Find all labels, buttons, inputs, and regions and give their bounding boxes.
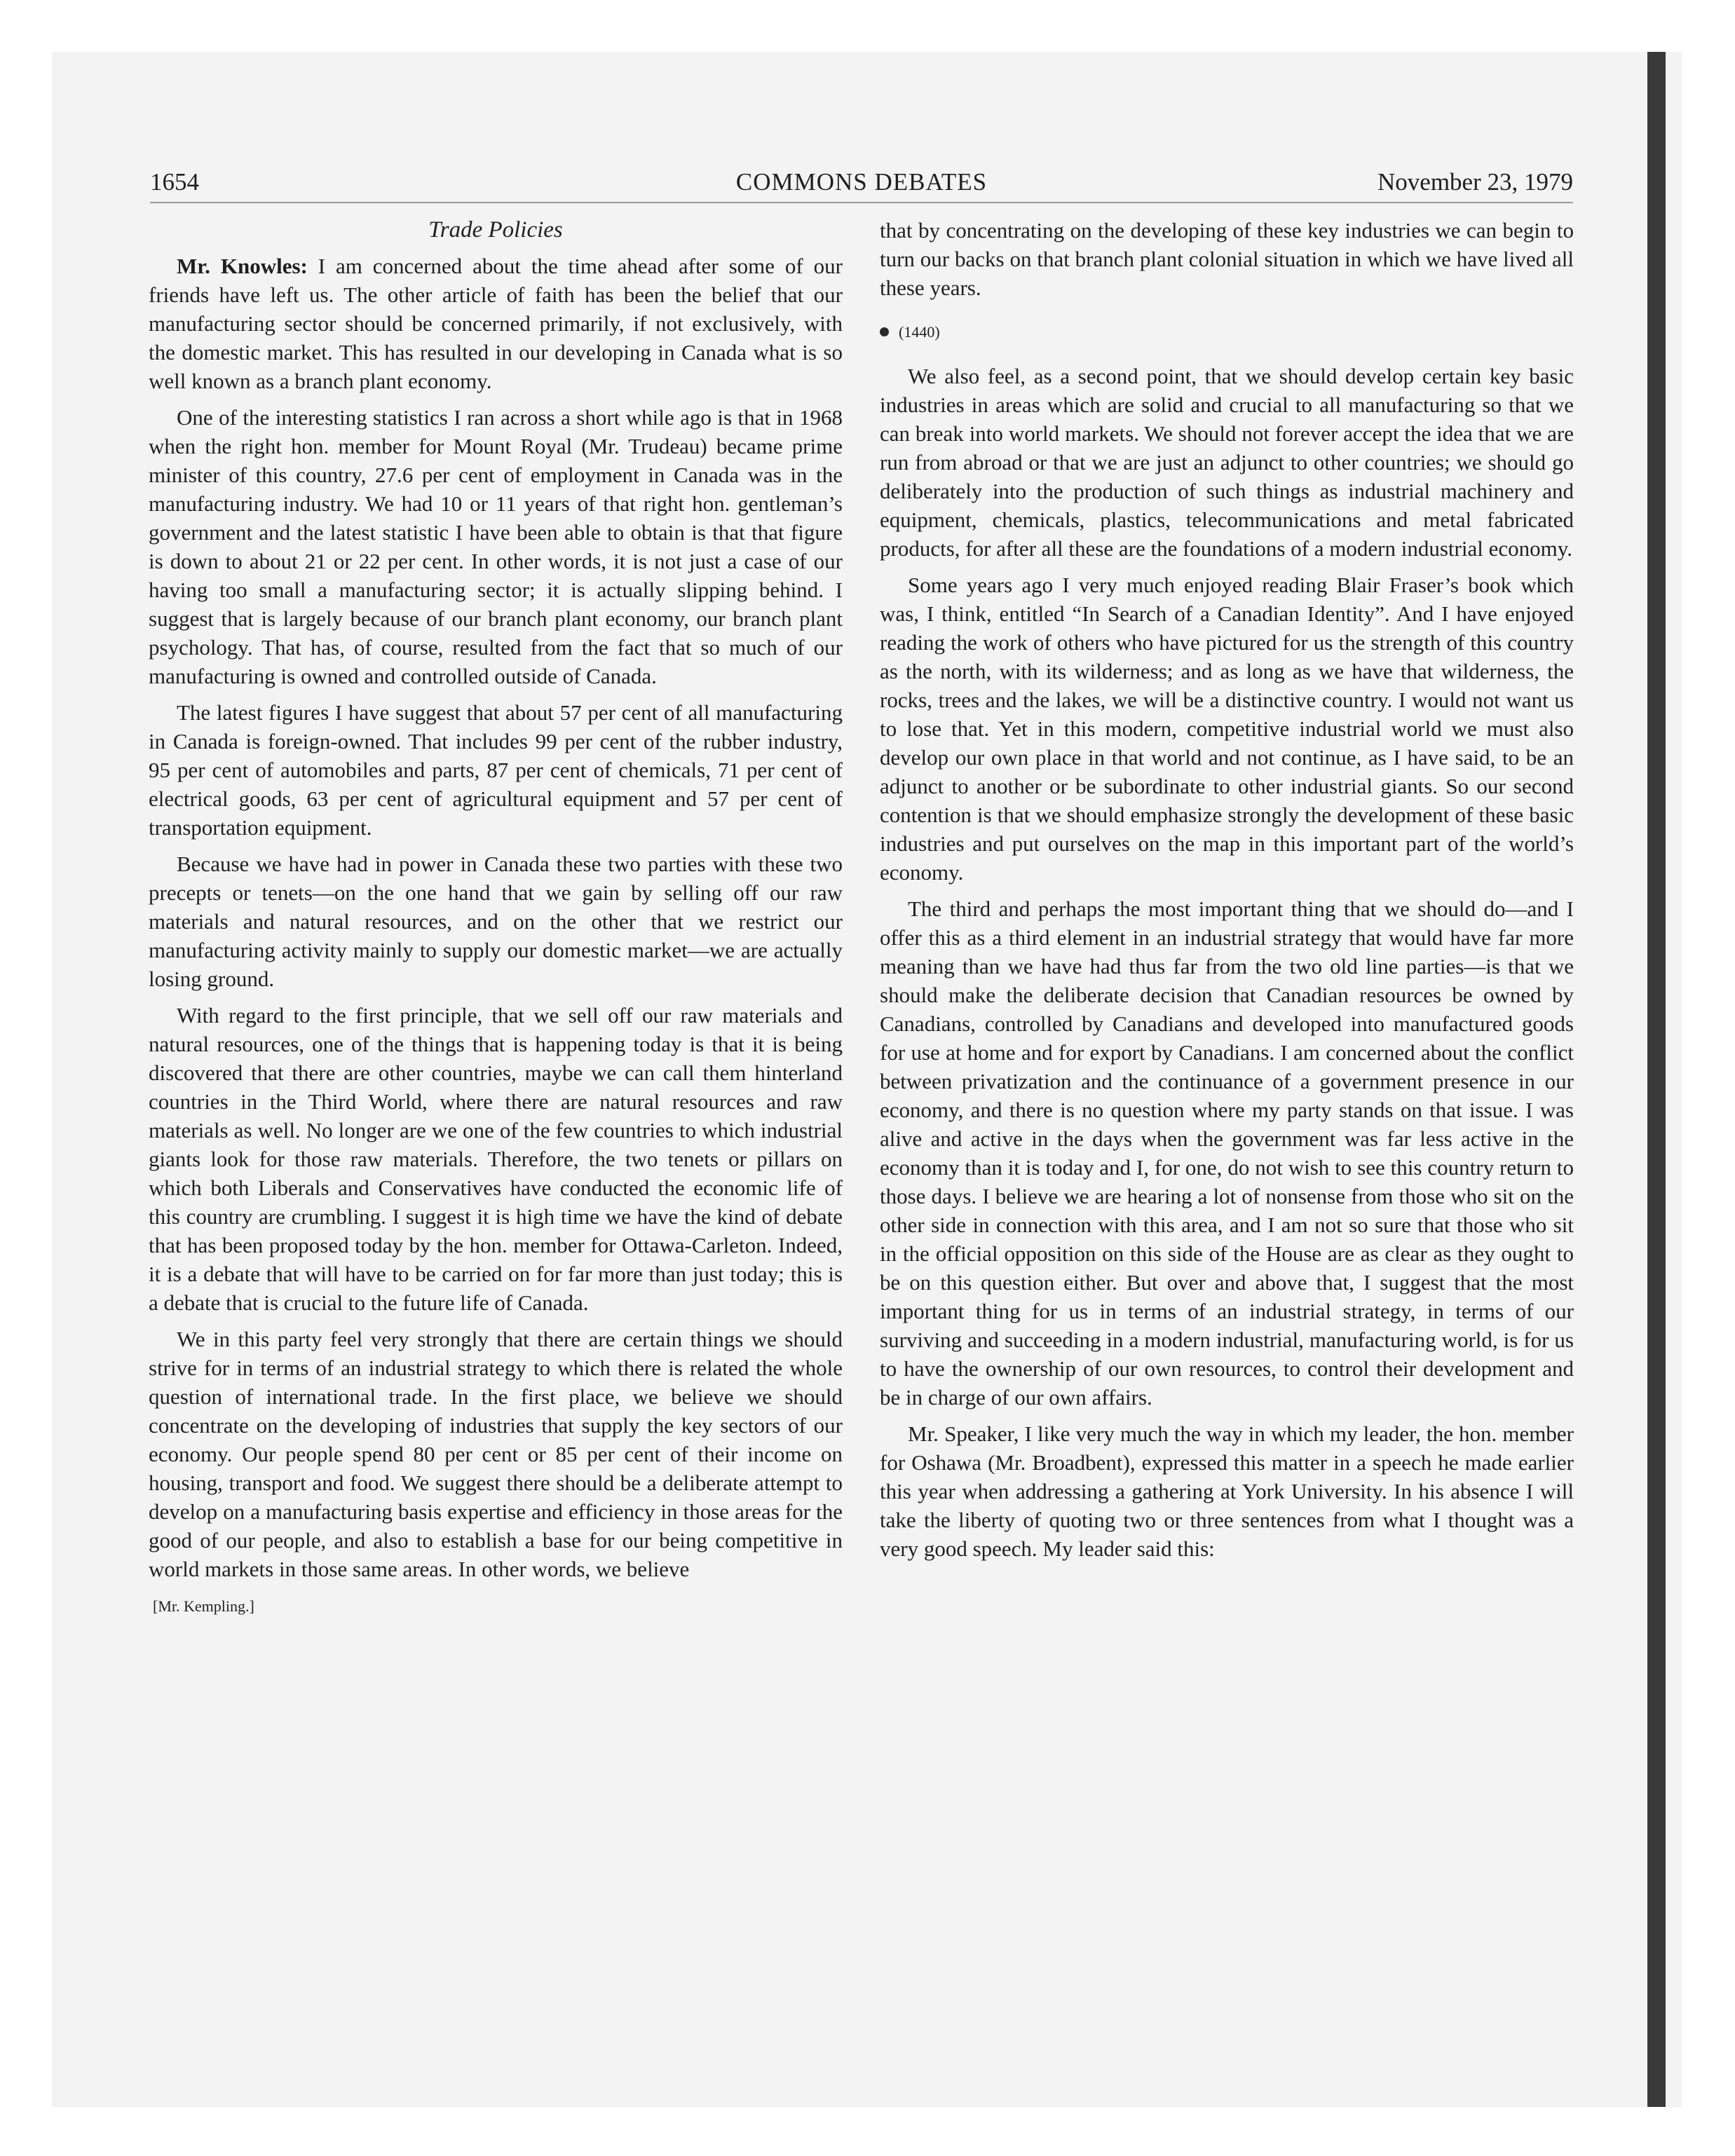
paragraph: We also feel, as a second point, that we should develop certain key basic industries in areas which are solid and crucial to all manufacturing so that we can break into world markets. We should not forever accept the idea that we are run from abroad or that we are just an adjunct to other countries; we should go deliberately into the production of such things as industrial machinery and equipment, chemicals, plastics, telecommunications and metal fabricated products, for after all these are the foundations of a modern industrial economy.	[880, 364, 1574, 561]
continued-paragraph: that by concentrating on the developing of these key industries we can begin to turn our backs on that branch plant colonial situation in which we have lived all these years.	[880, 218, 1574, 300]
paragraph: One of the interesting statistics I ran across a short while ago is that in 1968 when the right hon. member for Mount Royal (Mr. Trudeau) became prime minister of this country, 27.6 per cent of employment in Canada was in the manufacturing industry. We had 10 or 11 years of that right hon. gentleman’s government and the latest statistic I have been able to obtain is that that figure is down to about 21 or 22 per cent. In other words, it is not just a case of our having too small a manufacturing sector; it is actually slipping behind. I suggest that is largely because of our branch plant economy, our branch plant psychology. That has, of course, resulted from the fact that so much of our manufacturing is owned and controlled outside of Canada.	[149, 405, 843, 688]
paragraph	[149, 252, 843, 395]
paragraph-text: I am concerned about the time ahead after some of our friends have left us. The other article of faith has been the belief that our manufacturing sector should be concerned primarily, if not exclusively, with the domestic market. This has resulted in our developing in Canada what is so well known as a branch plant economy.	[149, 254, 843, 393]
paragraph: Because we have had in power in Canada these two parties with these two precepts or tenets—on the one hand that we gain by selling off our raw materials and natural resources, and on the other that we restrict our manufacturing activity mainly to supply our domestic market—we are actually losing ground.	[149, 852, 843, 991]
paragraph: We in this party feel very strongly that there are certain things we should strive for in terms of an industrial strategy to which there is related the whole question of international trade. In the first place, we believe we should concentrate on the developing of industries that supply the key sectors of our economy. Our people spend 80 per cent or 85 per cent of their income on housing, transport and food. We suggest there should be a deliberate attempt to develop on a manufacturing basis expertise and efficiency in those areas for the good of our people, and also to establish a base for our being competitive in world markets in those same areas. In other words, we believe	[149, 1327, 843, 1581]
bullet-icon	[880, 327, 889, 336]
interjection-note: [Mr. Kempling.]	[153, 1597, 254, 1615]
paragraph: Mr. Speaker, I like very much the way in which my leader, the hon. member for Oshawa (Mr. Broadbent), expressed this matter in a speech he made earlier this year when addressing a gathering at York University. In his absence I will take the liberty of quoting two or three sentences from what I thought was a very good speech. My leader said this:	[880, 1421, 1574, 1561]
section-subheading: Trade Policies	[428, 217, 563, 243]
time-marker	[880, 318, 1574, 346]
paragraph: Some years ago I very much enjoyed reading Blair Fraser’s book which was, I think, entitled “In Search of a Canadian Identity”. And I have enjoyed reading the work of others who have pictured for us the strength of this country as the north, with its wilderness; and as long as we have that wilderness, the rocks, trees and the lakes, we will be a distinctive country. I would not want us to lose that. Yet in this modern, competitive industrial world we must also develop our own place in that world and not continue, as I have said, to be an adjunct to another or be subordinate to other industrial giants. So our second contention is that we should emphasize strongly the development of these basic industries and put ourselves on the map in this important part of the world’s economy.	[880, 573, 1574, 885]
paragraph: With regard to the first principle, that we sell off our raw materials and natural resources, one of the things that is happening today is that it is being discovered that there are other countries, maybe we can call them hinterland countries in the Third World, where there are natural resources and raw materials as well. No longer are we one of the few countries to which industrial giants look for those raw materials. Therefore, the two tenets or pillars on which both Liberals and Conservatives have conducted the economic life of this country are crumbling. I suggest it is high time we have the kind of debate that has been proposed today by the hon. member for Ottawa-Carleton. Indeed, it is a debate that will have to be carried on for far more than just today; this is a debate that is crucial to the future life of Canada.	[149, 1003, 843, 1315]
paragraph: The latest figures I have suggest that about 57 per cent of all manufacturing in Canada is foreign-owned. That includes 99 per cent of the rubber industry, 95 per cent of automobiles and parts, 87 per cent of chemicals, 71 per cent of electrical goods, 63 per cent of agricultural equipment and 57 per cent of transportation equipment.	[149, 700, 843, 840]
publication-title: COMMONS DEBATES	[735, 168, 988, 196]
right-column	[880, 216, 1574, 1571]
time-stamp: (1440)	[899, 323, 940, 341]
left-column	[149, 216, 843, 1621]
debate-date: November 23, 1979	[1377, 168, 1573, 196]
speaker-name: Mr. Knowles:	[177, 254, 308, 278]
page-number: 1654	[150, 168, 199, 196]
binding-edge	[1647, 52, 1666, 2107]
running-header	[150, 163, 1573, 203]
paragraph: The third and perhaps the most important thing that we should do—and I offer this as a third element in an industrial strategy that would have far more meaning than we have had thus far from the two old line parties—is that we should make the deliberate decision that Canadian resources be owned by Canadians, controlled by Canadians and developed into manufactured goods for use at home and for export by Canadians. I am concerned about the conflict between privatization and the continuance of a government presence in our economy, and there is no question where my party stands on that issue. I was alive and active in the days when the government was far less active in the economy than it is today and I, for one, do not wish to see this country return to those days. I believe we are hearing a lot of nonsense from those who sit on the other side in connection with this area, and I am not so sure that those who sit in the official opposition on this side of the House are as clear as they ought to be on this question either. But over and above that, I suggest that the most important thing for us in terms of an industrial strategy, in terms of our surviving and succeeding in a modern industrial, manufacturing world, is for us to have the ownership of our own resources, to control their development and be in charge of our own affairs.	[880, 896, 1574, 1410]
